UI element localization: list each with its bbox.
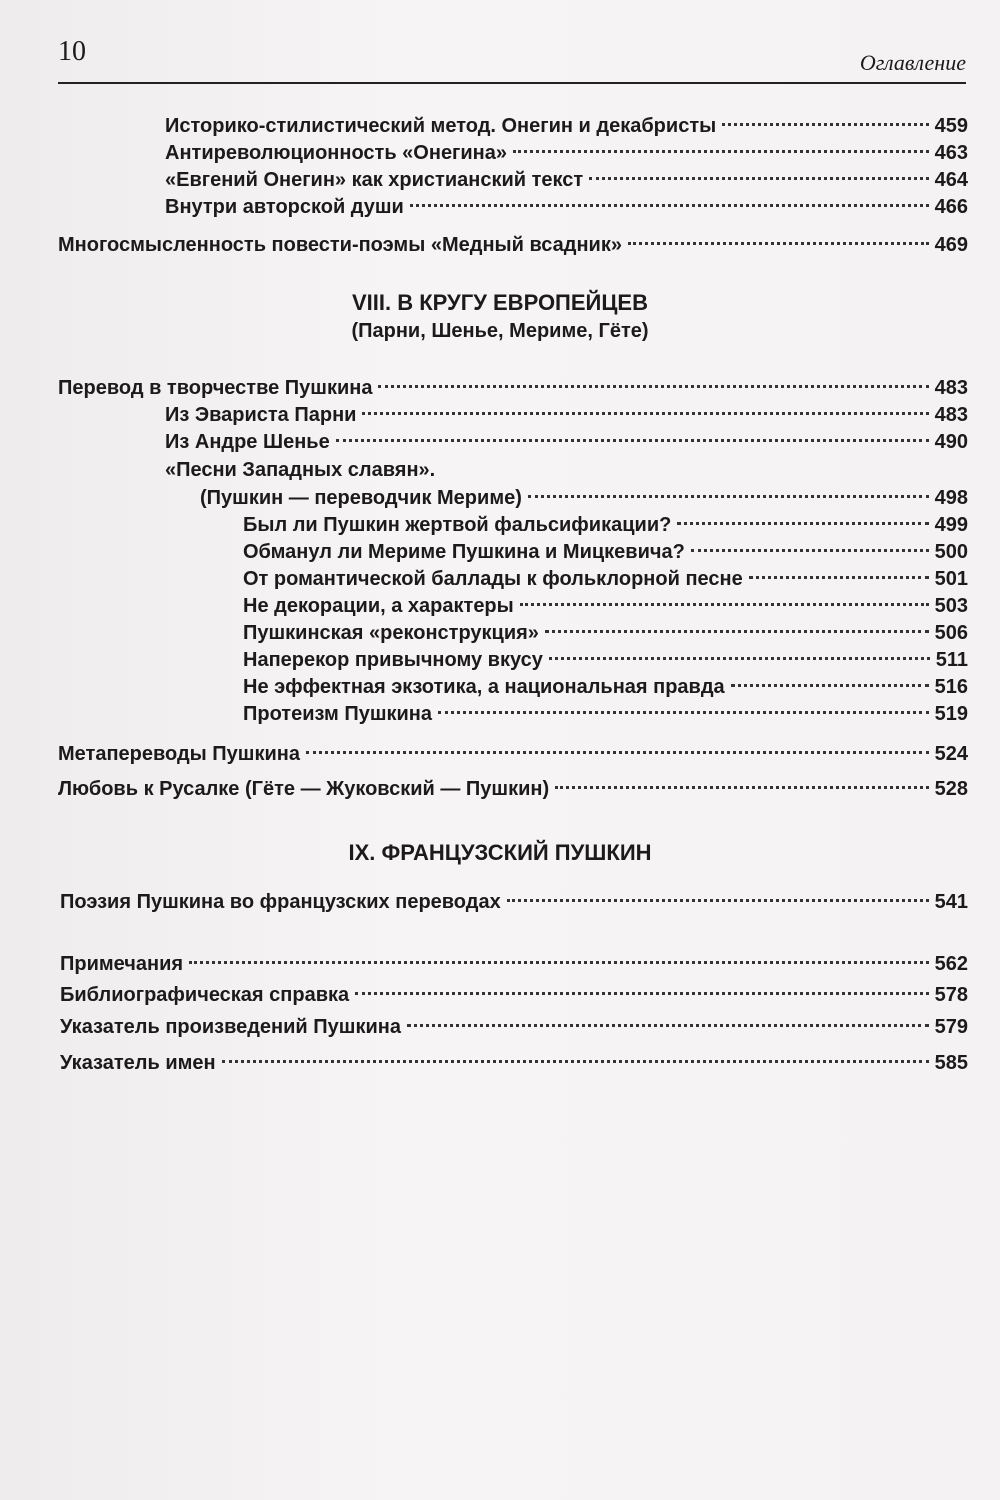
toc-dot-leader <box>549 657 930 660</box>
toc-dot-leader <box>691 549 929 552</box>
toc-entry-title: Историко-стилистический метод. Онегин и декабристы <box>165 115 717 137</box>
toc-entry <box>243 700 968 728</box>
toc-dot-leader <box>589 177 928 180</box>
toc-entry <box>243 619 968 647</box>
toc-entry-title: Не эффектная экзотика, а национальная правда <box>243 676 725 698</box>
toc-entry-page: 562 <box>934 953 968 975</box>
toc-dot-leader <box>438 711 929 714</box>
toc-entry-title: От романтической баллады к фольклорной песне <box>243 568 743 590</box>
toc-dot-leader <box>722 123 928 126</box>
toc-entry-title: Обманул ли Мериме Пушкина и Мицкевича? <box>243 541 685 563</box>
toc-entry <box>60 950 968 978</box>
toc-dot-leader <box>520 603 929 606</box>
toc-entry <box>165 112 968 140</box>
toc-entry-page: 528 <box>934 778 968 800</box>
toc-entry-page: 459 <box>934 115 968 137</box>
toc-entry-page: 506 <box>934 622 968 644</box>
toc-dot-leader <box>355 992 928 995</box>
toc-entry-title: Примечания <box>60 953 184 975</box>
toc-entry <box>243 565 968 593</box>
toc-dot-leader <box>222 1060 929 1063</box>
toc-dot-leader <box>555 786 928 789</box>
toc-entry <box>60 1013 968 1041</box>
toc-entry-page: 483 <box>934 404 968 426</box>
toc-entry <box>165 401 968 429</box>
toc-entry-page: 490 <box>934 431 968 453</box>
page-number: 10 <box>58 36 86 67</box>
toc-entry-page: 541 <box>934 891 968 913</box>
toc-entry-page: 464 <box>934 169 968 191</box>
toc-entry-title: Внутри авторской души <box>165 196 404 218</box>
toc-entry-page: 483 <box>934 377 968 399</box>
toc-entry-title: Многосмысленность повести-поэмы «Медный всадник» <box>58 234 622 256</box>
toc-entry-page: 579 <box>934 1016 968 1038</box>
toc-entry-page: 501 <box>934 568 968 590</box>
toc-entry-title: Поэзия Пушкина во французских переводах <box>60 891 501 913</box>
toc-entry-title: Указатель имен <box>60 1052 216 1074</box>
toc-entry-title: Пушкинская «реконструкция» <box>243 622 539 644</box>
toc-entry-title: Наперекор привычному вкусу <box>243 649 543 671</box>
toc-entry <box>243 511 968 539</box>
toc-entry-page: 463 <box>934 142 968 164</box>
toc-dot-leader <box>528 495 929 498</box>
toc-entry <box>243 592 968 620</box>
toc-entry <box>243 673 968 701</box>
toc-dot-leader <box>336 439 929 442</box>
toc-entry <box>200 484 968 512</box>
toc-entry-page: 578 <box>934 984 968 1006</box>
toc-entry-title: Антиреволюционность «Онегина» <box>165 142 508 164</box>
toc-dot-leader <box>545 630 929 633</box>
toc-entry-page: 519 <box>934 703 968 725</box>
toc-entry-title: (Пушкин — переводчик Мериме) <box>200 487 522 509</box>
toc-entry <box>58 374 968 402</box>
toc-entry <box>58 740 968 768</box>
toc-entry-title: Был ли Пушкин жертвой фальсификации? <box>243 514 672 536</box>
toc-entry-title: Не декорации, а характеры <box>243 595 514 617</box>
toc-dot-leader <box>749 576 929 579</box>
toc-entry <box>60 1049 968 1077</box>
toc-entry-page: 469 <box>934 234 968 256</box>
toc-dot-leader <box>378 385 928 388</box>
toc-entry-page: 503 <box>934 595 968 617</box>
section-subheading: (Парни, Шенье, Мериме, Гёте) <box>351 320 649 342</box>
toc-dot-leader <box>507 899 929 902</box>
toc-entry-title: «Евгений Онегин» как христианский текст <box>165 169 584 191</box>
toc-entry-title: Из Андре Шенье <box>165 431 330 453</box>
toc-entry <box>165 193 968 221</box>
page-header <box>58 30 966 84</box>
toc-entry-page: 499 <box>934 514 968 536</box>
toc-dot-leader <box>407 1024 929 1027</box>
toc-entry-title: Перевод в творчестве Пушкина <box>58 377 373 399</box>
toc-dot-leader <box>513 150 929 153</box>
toc-entry <box>243 646 968 674</box>
toc-dot-leader <box>731 684 929 687</box>
toc-dot-leader <box>677 522 928 525</box>
toc-entry <box>243 538 968 566</box>
toc-dot-leader <box>306 751 929 754</box>
toc-entry-title: Любовь к Русалке (Гёте — Жуковский — Пушкин) <box>58 778 550 800</box>
toc-entry-title: Протеизм Пушкина <box>243 703 432 725</box>
toc-entry-page: 498 <box>934 487 968 509</box>
toc-entry-title: Библиографическая справка <box>60 984 350 1006</box>
toc-entry-title: Из Эвариста Парни <box>165 404 357 426</box>
toc-entry-page: 511 <box>935 649 968 671</box>
toc-entry-page: 516 <box>934 676 968 698</box>
toc-entry <box>58 775 968 803</box>
toc-entry-title: Указатель произведений Пушкина <box>60 1016 401 1038</box>
toc-entry-page: 500 <box>934 541 968 563</box>
section-heading: IX. ФРАНЦУЗСКИЙ ПУШКИН <box>348 840 652 865</box>
section-heading: VIII. В КРУГУ ЕВРОПЕЙЦЕВ <box>352 290 648 315</box>
toc-dot-leader <box>362 412 928 415</box>
toc-entry-page: 466 <box>934 196 968 218</box>
toc-entry <box>58 231 968 259</box>
toc-entry <box>165 139 968 167</box>
toc-dot-leader <box>189 961 929 964</box>
toc-entry <box>165 456 968 484</box>
toc-entry <box>165 428 968 456</box>
toc-entry <box>60 888 968 916</box>
toc-entry-page: 524 <box>934 743 968 765</box>
toc-entry-title: Метапереводы Пушкина <box>58 743 300 765</box>
toc-dot-leader <box>628 242 929 245</box>
toc-entry-title: «Песни Западных славян». <box>165 459 436 481</box>
running-title: Оглавление <box>859 50 966 75</box>
toc-entry <box>60 981 968 1009</box>
toc-entry-page: 585 <box>934 1052 968 1074</box>
toc-dot-leader <box>410 204 929 207</box>
toc-entry <box>165 166 968 194</box>
